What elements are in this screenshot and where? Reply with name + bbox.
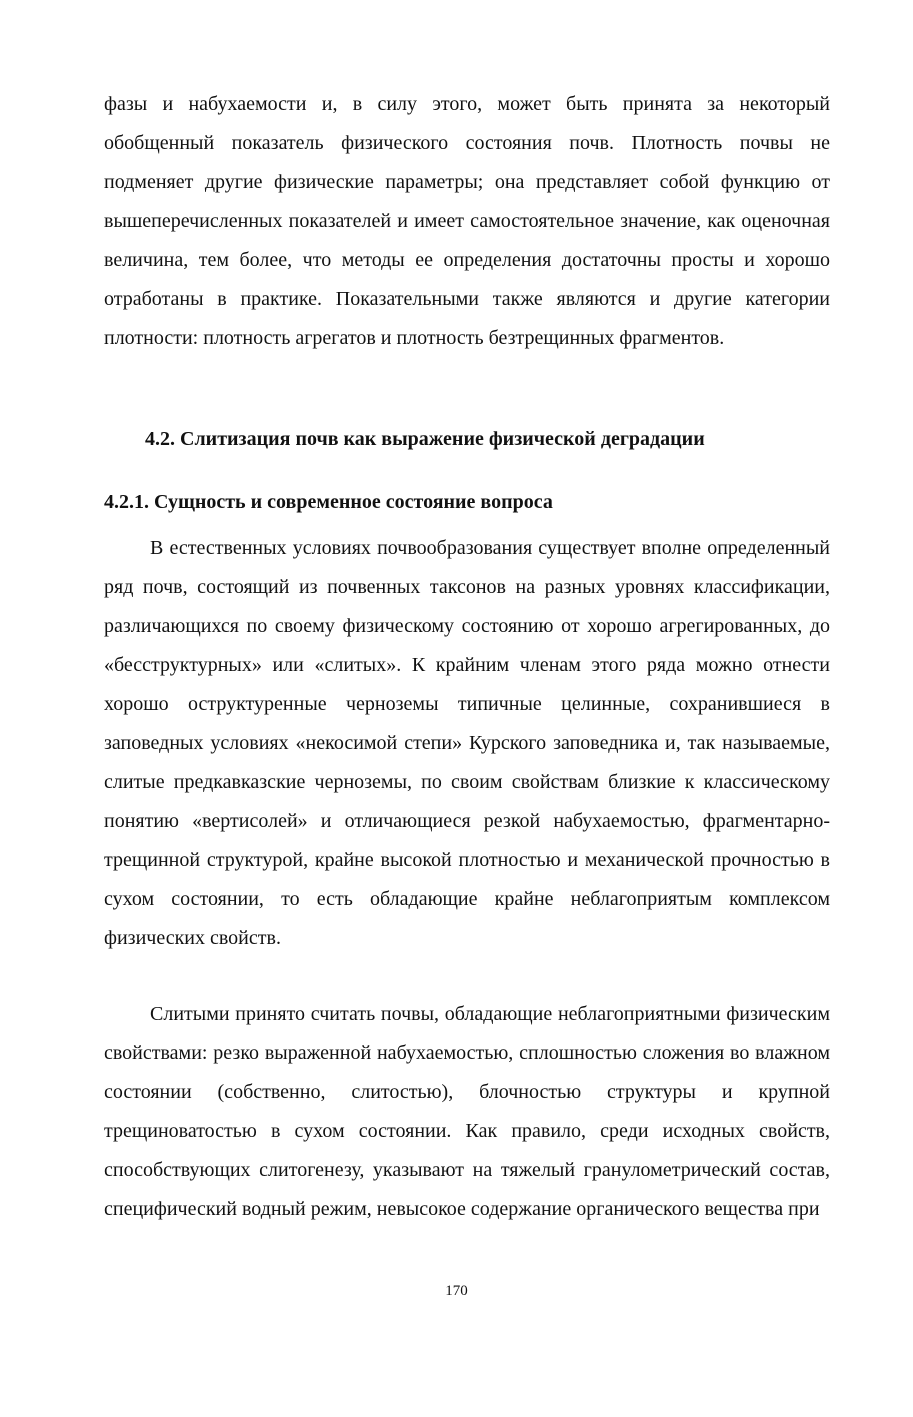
paragraph-2: В естественных условиях почвообразования существует вполне определенный ряд почв, состоящий из почвенных таксонов на разных уровнях классификации, различающихся по своему физическому состоянию от хорошо агрегированных, до «бесструктурных» или «слитых». К крайним членам этого ряда можно отнести хорошо оструктуренные черноземы типичные целинные, сохранившиеся в заповедных условиях «некосимой степи» Курского заповедника и, так называемые, слитые предкавказские черноземы, по своим свойствам близкие к классическому понятию «вертисолей» и отличающиеся резкой набухаемостью, фрагментарно-трещинной структурой, крайне высокой плотностью и механической прочностью в сухом состоянии, то есть обладающие крайне неблагоприятым комплексом физических свойств. xyxy=(104,537,830,949)
paragraph-3: Слитыми принято считать почвы, обладающие неблагоприятными физическим свойствами: резко выраженной набухаемостью, сплошностью сложения во влажном состоянии (собственно, слитостью), блочностью структуры и крупной трещиноватостью в сухом состоянии. Как правило, среди исходных свойств, способствующих слитогенезу, указывают на тяжелый гранулометрический состав, специфический водный режим, невысокое содержание органического вещества при xyxy=(104,1003,830,1220)
section-heading: 4.2. Слитизация почв как выражение физической деградации xyxy=(145,428,705,450)
subsection-heading: 4.2.1. Сущность и современное состояние вопроса xyxy=(104,491,553,513)
page-number: 170 xyxy=(445,1283,468,1299)
paragraph-1: фазы и набухаемости и, в силу этого, может быть принята за некоторый обобщенный показатель физического состояния почв. Плотность почвы не подменяет другие физические параметры; она представляет собой функцию от вышеперечисленных показателей и имеет самостоятельное значение, как оценочная величина, тем более, что методы ее определения достаточны просты и хорошо отработаны в практике. Показательными также являются и другие категории плотности: плотность агрегатов и плотность безтрещинных фрагментов. xyxy=(104,93,830,349)
